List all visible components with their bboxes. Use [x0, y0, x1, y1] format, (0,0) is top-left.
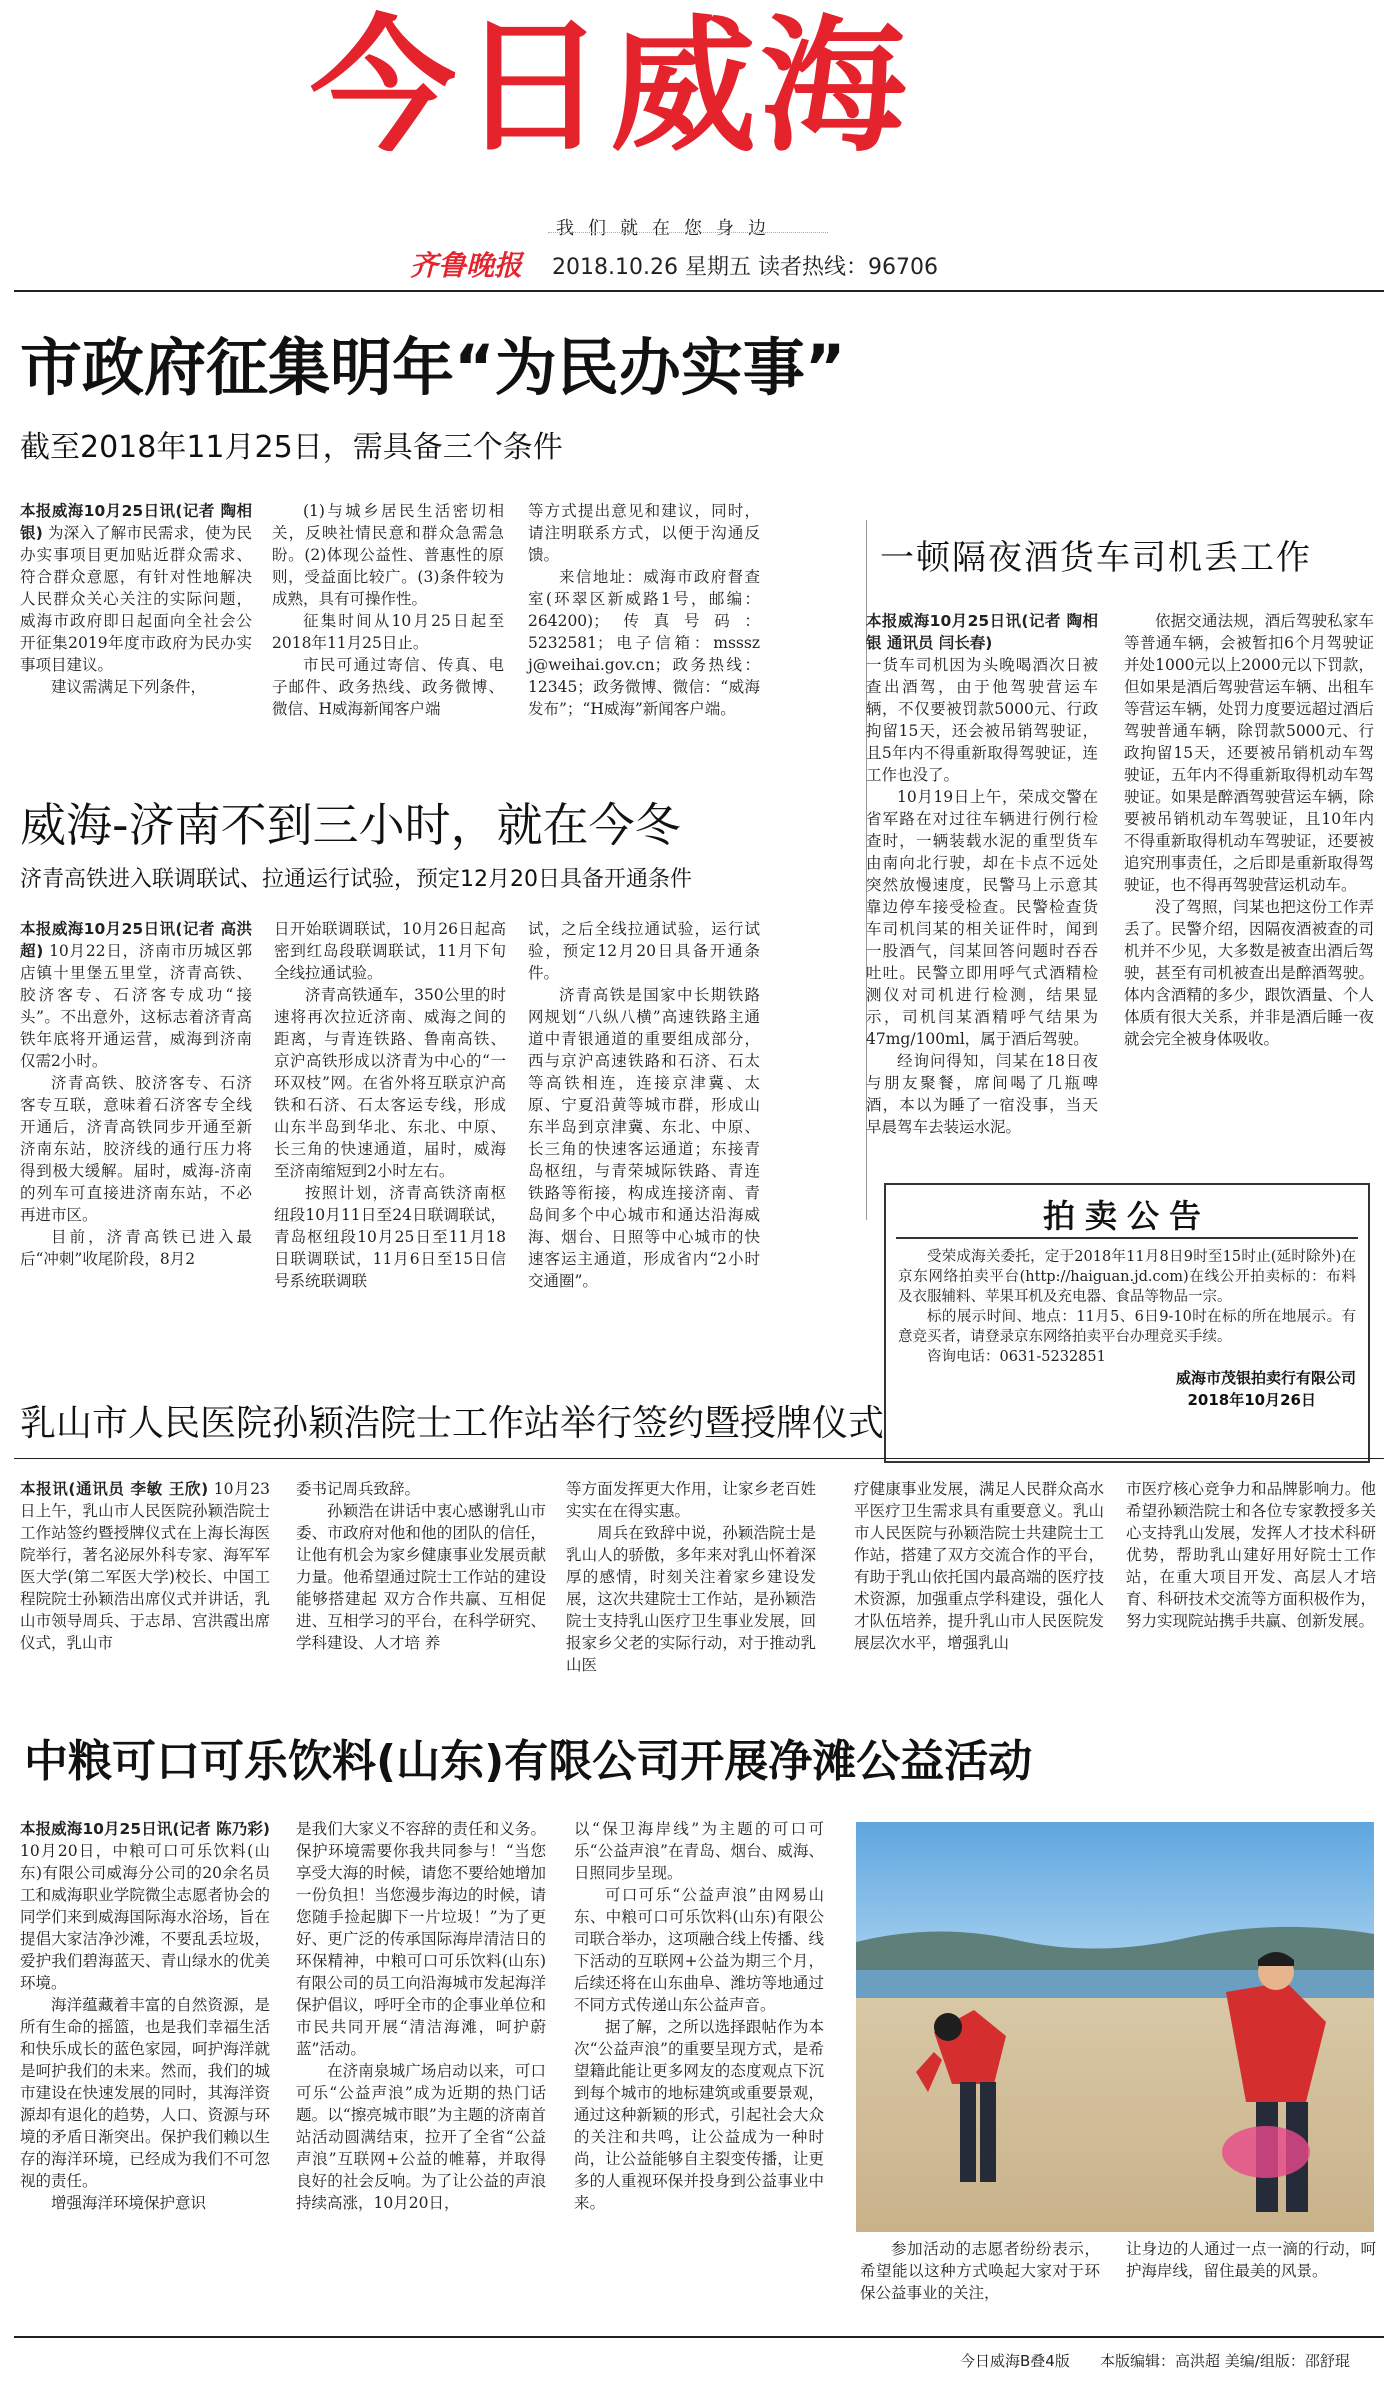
story5-col1c: 增强海洋环境保护意识: [51, 2194, 207, 2212]
story2-col1b: 10月19日上午，荣成交警在省军路在对过往车辆进行例行检查时，一辆装载水泥的重型货车由南向北行驶，却在卡点不远处突然放慢速度，民警马上示意其靠边停车接受检查。民警检查货车司机闫某的相关证件时，闻到一股酒气，闫某回答问题时吞吞吐吐。民警立即用呼气式酒精检测仪对司机进行检测，结果显示，司机闫某酒精呼气结果为47mg/100ml，属于酒后驾驶。: [866, 788, 1098, 1048]
story1-col3b: 来信地址：威海市政府督查室(环翠区新威路1号，邮编：264200)；传真号码：5232581；电子信箱：msssz j@weihai.gov.cn；政务热线：12345；政务微博、微信：“威海发布”；“H威海”新闻客户端。: [528, 568, 760, 718]
story4-col2b: 孙颖浩在讲话中衷心感谢乳山市委、市政府对他和他的团队的信任，让他有机会为家乡健康事业发展贡献力量。他希望通过院士工作站的建设能够搭建起 双方合作共赢、互相促进、互相学习的平台，在科学研究、学科建设、人才培 养: [296, 1502, 546, 1652]
masthead-tagline: 我们就在您身边: [556, 218, 780, 239]
story4-col4: [854, 1478, 1104, 1654]
story1-lead: 本报威海10月25日讯(记者 陶相银): [20, 502, 252, 542]
footer-page: 今日威海B叠4版: [960, 2352, 1070, 2370]
story5-col2: [296, 1818, 546, 2214]
story1-subhead: 截至2018年11月25日，需具备三个条件: [20, 430, 563, 465]
story1-col1: [20, 500, 252, 698]
story3-col2b: 济青高铁通车，350公里的时速将再次拉近济南、威海之间的距离，与青连铁路、鲁南高铁、京沪高铁形成以济青为中心的“一环双枝”网。在省外将互联京沪高铁和石济、石太客运专线，形成山东半岛到华北、东北、中原、长三角的快速通道，届时，威海至济南缩短到2小时左右。: [274, 986, 506, 1180]
tagline-divider: [548, 232, 828, 233]
notice-date: 2018年10月26日: [1187, 1391, 1316, 1409]
caption2-text: 让身边的人通过一点一滴的行动，呵护海岸线，留住最美的风景。: [1126, 2240, 1376, 2280]
story1-col3-text: 等方式提出意见和建议，同时，请注明联系方式，以便于沟通反馈。: [528, 502, 760, 564]
story3-col2-text: 日开始联调联试，10月26日起高密到红岛段联调联试，11月下旬全线拉通试验。: [274, 920, 506, 982]
story4-col3-text: 等方面发挥更大作用，让家乡老百姓实实在在得实惠。: [566, 1480, 816, 1520]
story2-headline: 一顿隔夜酒货车司机丢工作: [880, 538, 1312, 578]
story1-headline: 市政府征集明年“为民办实事”: [20, 331, 846, 404]
footer-editors: 本版编辑：高洪超 美编/组版：邵舒琨: [1100, 2352, 1350, 2370]
masthead-title: 今日威海: [310, 2, 910, 172]
story3-col1: [20, 918, 252, 1270]
story2-col1-text: 一货车司机因为头晚喝酒次日被查出酒驾，由于他驾驶营运车辆，不仅要被罚款5000元、行政拘留15天，还会被吊销驾驶证，且5年内不得重新取得驾驶证，连工作也没了。: [866, 656, 1098, 784]
notice-body: [898, 1247, 1356, 1367]
story4-col1: [20, 1478, 270, 1654]
notice-title: 拍卖公告: [1042, 1197, 1211, 1235]
story2-col2: [1124, 610, 1374, 1050]
story1-col2-text: (1)与城乡居民生活密切相关，反映社情民意和群众急需急盼。(2)体现公益性、普惠性的原则，受益面比较广。(3)条件较为成熟，具有可操作性。: [272, 502, 504, 608]
story5-col2-text: 是我们大家义不容辞的责任和义务。保护环境需要你我共同参与！“当您享受大海的时候，请您不要给她增加一份负担！当您漫步海边的时候，请您随手捡起脚下一片垃圾！”为了更好、更广泛的传承国际海岸清洁日的环保精神，中粮可口可乐饮料(山东)有限公司的员工向沿海城市发起海洋保护倡议，呼吁全市的企事业单位和市民共同开展“清洁海滩，呵护蔚蓝”活动。: [296, 1820, 546, 2058]
beach-photo: [856, 1822, 1374, 2232]
story3-col1b: 济青高铁、胶济客专、石济客专互联，意味着石济客专全线开通后，济青高铁同步开通至新济南东站，胶济线的通行压力将得到极大缓解。届时，威海-济南的列车可直接进济南东站，不必再进市区。: [20, 1074, 252, 1224]
story1-col3: [528, 500, 760, 720]
story3-lead: 本报威海10月25日讯(记者 高洪超): [20, 920, 252, 960]
story5-col3-text: 以“保卫海岸线”为主题的可口可乐“公益声浪”在青岛、烟台、威海、日照同步呈现。: [574, 1820, 824, 1882]
footer-rule: [14, 2336, 1384, 2338]
story5-col2b: 在济南泉城广场启动以来，可口可乐“公益声浪”成为近期的热门话题。以“擦亮城市眼”为主题的济南首站活动圆满结束，拉开了全省“公益声浪”互联网+公益的帷幕，并取得良好的社会反响。为了让公益的声浪持续高涨，10月20日，: [296, 2062, 546, 2212]
beach-photo-illustration: [856, 1822, 1374, 2232]
story3-col3-text: 试，之后全线拉通试验，运行试验，预定12月20日具备开通条件。: [528, 920, 760, 982]
caption1-text: 参加活动的志愿者纷纷表示，希望能以这种方式唤起大家对于环保公益事业的关注，: [860, 2240, 1100, 2302]
dateline: 2018.10.26 星期五 读者热线：96706: [552, 255, 938, 280]
notice-phone: 咨询电话：0631-5232851: [927, 1349, 1106, 1365]
story3-col2c: 按照计划，济青高铁济南枢纽段10月11日至24日联调联试，青岛枢纽段10月25日至11月18日联调联试，11月6日至15日信号系统联调联: [274, 1184, 506, 1290]
story5-col1-text: 10月20日，中粮可口可乐饮料(山东)有限公司威海分公司的20余名员工和威海职业学院微尘志愿者协会的同学们来到威海国际海水浴场，旨在提倡大家洁净沙滩，不要乱丢垃圾，爱护我们碧海蓝天、青山绿水的优美环境。: [20, 1842, 270, 1992]
story5-col1b: 海洋蕴藏着丰富的自然资源，是所有生命的摇篮，也是我们幸福生活和快乐成长的蓝色家园，呵护海洋就是呵护我们的未来。然而，我们的城市建设在快速发展的同时，其海洋资源却有退化的趋势，人口、资源与环境的矛盾日渐突出。保护我们赖以生存的海洋环境，已经成为我们不可忽视的责任。: [20, 1996, 270, 2190]
story1-col1-text: 为深入了解市民需求，使为民办实事项目更加贴近群众需求、符合群众意愿，有针对性地解决人民群众关心关注的实际问题，威海市政府即日起面向全社会公开征集2019年度市政府为民办实事项目建议。: [20, 524, 252, 674]
story5-col3: [574, 1818, 824, 2214]
notice-text1: 受荣成海关委托，定于2018年11月8日9时至15时止(延时除外)在京东网络拍卖平台(http://haiguan.jd.com)在线公开拍卖标的：布料及衣服辅料、苹果耳机及充电器、食品等物品一宗。: [898, 1249, 1356, 1305]
story3-col2: [274, 918, 506, 1292]
story2-col1: [866, 610, 1098, 1138]
story4-col1-text: 10月23日上午，乳山市人民医院孙颖浩院士工作站签约暨授牌仪式在上海长海医院举行，著名泌尿外科专家、海军军医大学(第二军医大学)校长、中国工程院院士孙颖浩出席仪式并讲话，乳山市领导周兵、于志昂、宫洪霞出席仪式，乳山市: [20, 1480, 270, 1652]
story1-col2c: 市民可通过寄信、传真、电子邮件、政务热线、政务微博、微信、H威海新闻客户端: [272, 656, 504, 718]
story2-col1c: 经询问得知，闫某在18日夜与朋友聚餐，席间喝了几瓶啤酒，本以为睡了一宿没事，当天早晨驾车去装运水泥。: [866, 1052, 1098, 1136]
photo-caption-1: [860, 2238, 1100, 2304]
story4-col5: [1126, 1478, 1376, 1632]
photo-caption-2: [1126, 2238, 1376, 2282]
story5-col3b: 可口可乐“公益声浪”由网易山东、中粮可口可乐饮料(山东)有限公司联合举办，这项融合线上传播、线下活动的互联网+公益为期三个月，后续还将在山东曲阜、潍坊等地通过不同方式传递山东公益声音。: [574, 1886, 824, 2014]
story3-col1-text: 10月22日，济南市历城区郭店镇十里堡五里堂，济青高铁、胶济客专、石济客专成功“接头”。不出意外，这标志着济青高铁年底将开通运营，威海到济南仅需2小时。: [20, 942, 252, 1070]
story4-col2: [296, 1478, 546, 1654]
story2-col2-text: 依据交通法规，酒后驾驶私家车等普通车辆，会被暂扣6个月驾驶证并处1000元以上2000元以下罚款，但如果是酒后驾驶营运车辆、出租车等营运车辆，处罚力度要远超过酒后驾驶普通车辆，除罚款5000元、行政拘留15天，还要被吊销机动车驾驶证，五年内不得重新取得机动车驾驶证。如果是醉酒驾驶营运车辆，除要被吊销机动车驾驶证，且10年内不得重新取得机动车驾驶证，还要被追究刑事责任，之后即是重新取得驾驶证，也不得再驾驶营运机动车。: [1124, 612, 1374, 894]
notice-title-rule: [896, 1237, 1358, 1239]
story5-col3c: 据了解，之所以选择跟帖作为本次“公益声浪”的重要呈现方式，是希望籍此能让更多网友的态度观点下沉到每个城市的地标建筑或重要景观，通过这种新颖的形式，引起社会大众的关注和共鸣，让公益成为一种时尚，让公益能够自主裂变传播，让更多的人重视环保并投身到公益事业中来。: [574, 2018, 824, 2212]
story1-col2b: 征集时间从10月25日起至2018年11月25日止。: [272, 612, 504, 652]
story5-col1: [20, 1818, 270, 2214]
story4-col4-text: 疗健康事业发展，满足人民群众高水平医疗卫生需求具有重要意义。乳山市人民医院与孙颖浩院士共建院士工作站，搭建了双方交流合作的平台，有助于乳山依托国内最高端的医疗技术资源，加强重点学科建设，强化人才队伍培养，提升乳山市人民医院发展层次水平，增强乳山: [854, 1480, 1104, 1652]
brand-logo: 齐鲁晚报: [410, 249, 523, 282]
story3-col1c: 目前，济青高铁已进入最后“冲刺”收尾阶段，8月2: [20, 1228, 252, 1268]
story3-headline: 威海-济南不到三小时，就在今冬: [20, 798, 681, 852]
story4-col3b: 周兵在致辞中说，孙颖浩院士是乳山人的骄傲，多年来对乳山怀着深厚的感情，时刻关注着家乡建设发展，这次共建院士工作站，是孙颖浩院士支持乳山医疗卫生事业发展，回报家乡父老的实际行动，对于推动乳山医: [566, 1524, 816, 1674]
masthead-rule: [14, 290, 1384, 292]
story1-col1b: 建议需满足下列条件，: [51, 678, 207, 696]
story4-col3: [566, 1478, 816, 1676]
story4-rule: [14, 1458, 1384, 1459]
story3-col3b: 济青高铁是国家中长期铁路网规划“八纵八横”高速铁路主通道中青银通道的重要组成部分，西与京沪高速铁路和石济、石太等高铁相连，连接京津冀、太原、宁夏沿黄等城市群，形成山东半岛到京津冀、东北、中原、长三角的快速客运通道；东接青岛枢纽，与青荣城际铁路、青连铁路等衔接，构成连接济南、青岛间多个中心城市和通达沿海威海、烟台、日照等中心城市的快速客运主通道，形成省内“2小时交通圈”。: [528, 986, 760, 1290]
story4-headline: 乳山市人民医院孙颖浩院士工作站举行签约暨授牌仪式: [20, 1403, 885, 1444]
story4-col2-text: 委书记周兵致辞。: [296, 1480, 421, 1498]
notice-org: 威海市茂银拍卖行有限公司: [1175, 1369, 1356, 1387]
story5-lead: 本报威海10月25日讯(记者 陈乃彩): [20, 1820, 270, 1838]
notice-text2: 标的展示时间、地点：11月5、6日9-10时在标的所在地展示。有意竞买者，请登录京东网络拍卖平台办理竞买手续。: [898, 1309, 1356, 1345]
story4-col5-text: 市医疗核心竞争力和品牌影响力。他希望孙颖浩院士和各位专家教授多关心支持乳山发展，发挥人才技术科研优势，帮助乳山建好用好院士工作站，在重大项目开发、高层人才培育、科研技术交流等方面积极作为，努力实现院站携手共赢、创新发展。: [1126, 1480, 1376, 1630]
story2-lead: 本报威海10月25日讯(记者 陶相银 通讯员 闫长春): [866, 612, 1098, 652]
story3-col3: [528, 918, 760, 1292]
story2-col2b: 没了驾照，闫某也把这份工作弄丢了。民警介绍，因隔夜酒被查的司机并不少见，大多数是被查出酒后驾驶，甚至有司机被查出是醉酒驾驶。体内含酒精的多少，跟饮酒量、个人体质有很大关系，并非是酒后睡一夜就会完全被身体吸收。: [1124, 898, 1374, 1048]
story1-col2: [272, 500, 504, 720]
story4-lead: 本报讯(通讯员 李敏 王欣): [20, 1480, 209, 1498]
story3-subhead: 济青高铁进入联调联试、拉通运行试验，预定12月20日具备开通条件: [20, 867, 692, 892]
story5-headline: 中粮可口可乐饮料(山东)有限公司开展净滩公益活动: [24, 1736, 1033, 1787]
auction-notice: [884, 1183, 1370, 1463]
